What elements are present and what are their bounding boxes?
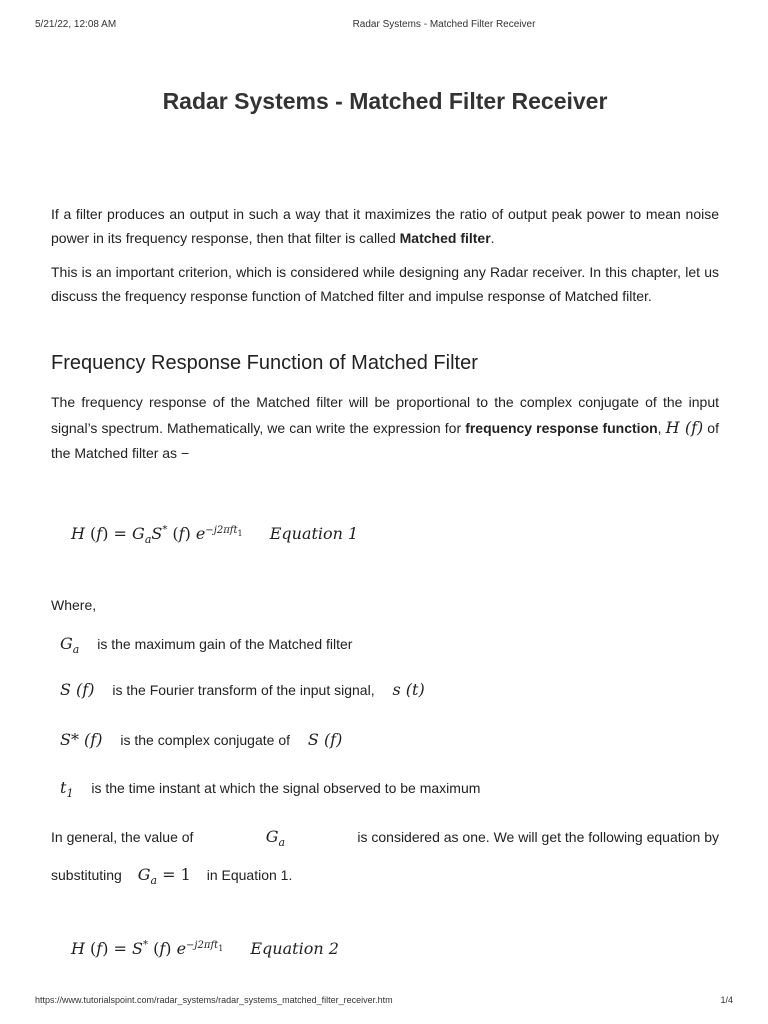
criterion-paragraph: This is an important criterion, which is considered while designing any Radar receiver. In this chapter, let us discuss the frequency response function of Matched filter and impulse response of Matched filter.: [51, 264, 719, 304]
sf-conj-symbol: S* (f): [60, 730, 103, 749]
in-equation-1-text: in Equation 1.: [206, 867, 293, 883]
ga-inline-math: $G_a$: [265, 827, 286, 850]
matched-filter-bold: Matched filter: [399, 230, 491, 246]
st-symbol: s (t): [392, 680, 425, 699]
sf-definition-text: is the Fourier transform of the input signal,: [112, 682, 375, 698]
page-number: 1/4: [720, 995, 733, 1005]
freq-text: The frequency response of the Matched filter will be proportional to the complex conjugate of the input signal’s spectrum. Mathematically, we can write the expression for: [51, 394, 719, 436]
general-text-1: In general, the value of: [51, 829, 194, 845]
frequency-response-paragraph: [51, 390, 719, 466]
equation-2: H (f) = S* (f) $e^{-j2\pi ft_1}$ Equation 2: [71, 939, 339, 958]
where-label: Where,: [51, 597, 97, 613]
equation-1-label: Equation 1: [269, 524, 359, 543]
ga-definition-text: is the maximum gain of the Matched filter: [97, 636, 353, 652]
substituting-text: substituting: [51, 867, 122, 883]
section-heading: Frequency Response Function of Matched Filter: [51, 352, 478, 374]
ga-equals-one-math: $G_a = 1$: [137, 865, 191, 888]
print-title: Radar Systems - Matched Filter Receiver: [352, 19, 536, 30]
general-text-2: is considered as one. We will get the following equation by: [357, 829, 719, 845]
intro-text: If a filter produces an output in such a way that it maximizes the ratio of output peak power to mean noise power in its frequency response, then that filter is called: [51, 206, 719, 246]
print-date: 5/21/22, 12:08 AM: [35, 19, 117, 30]
freq-end: of the Matched filter as −: [51, 420, 719, 461]
equation-1: H $(f) = G_aS^*$ (f) $e^{-j2\pi ft_1}$ Equation 1: [71, 524, 359, 547]
h-of-f-math: H (f): [665, 418, 704, 437]
definition-ga: [60, 634, 352, 656]
t1-definition-text: is the time instant at which the signal observed to be maximum: [91, 780, 481, 796]
ga-symbol: $G_a$: [60, 634, 80, 657]
intro-end: .: [490, 230, 495, 246]
sf-symbol: S (f): [60, 680, 95, 699]
t1-symbol: $t_1$: [60, 778, 74, 801]
definition-t1: [60, 778, 480, 800]
definition-sf-conjugate: [60, 730, 342, 749]
general-value-line: [51, 825, 719, 855]
equation-2-label: Equation 2: [250, 939, 339, 958]
substituting-line: [51, 863, 719, 893]
sf-symbol-2: S (f): [307, 730, 343, 749]
freq-bold: frequency response function: [465, 420, 658, 436]
definition-sf: [60, 680, 425, 699]
sf-conj-definition-text: is the complex conjugate of: [120, 732, 290, 748]
page-url: https://www.tutorialspoint.com/radar_systems/radar_systems_matched_filter_receiver.htm: [35, 995, 393, 1005]
freq-mid: ,: [657, 420, 666, 436]
page-title: Radar Systems - Matched Filter Receiver: [162, 88, 608, 114]
intro-paragraph: [51, 202, 719, 250]
